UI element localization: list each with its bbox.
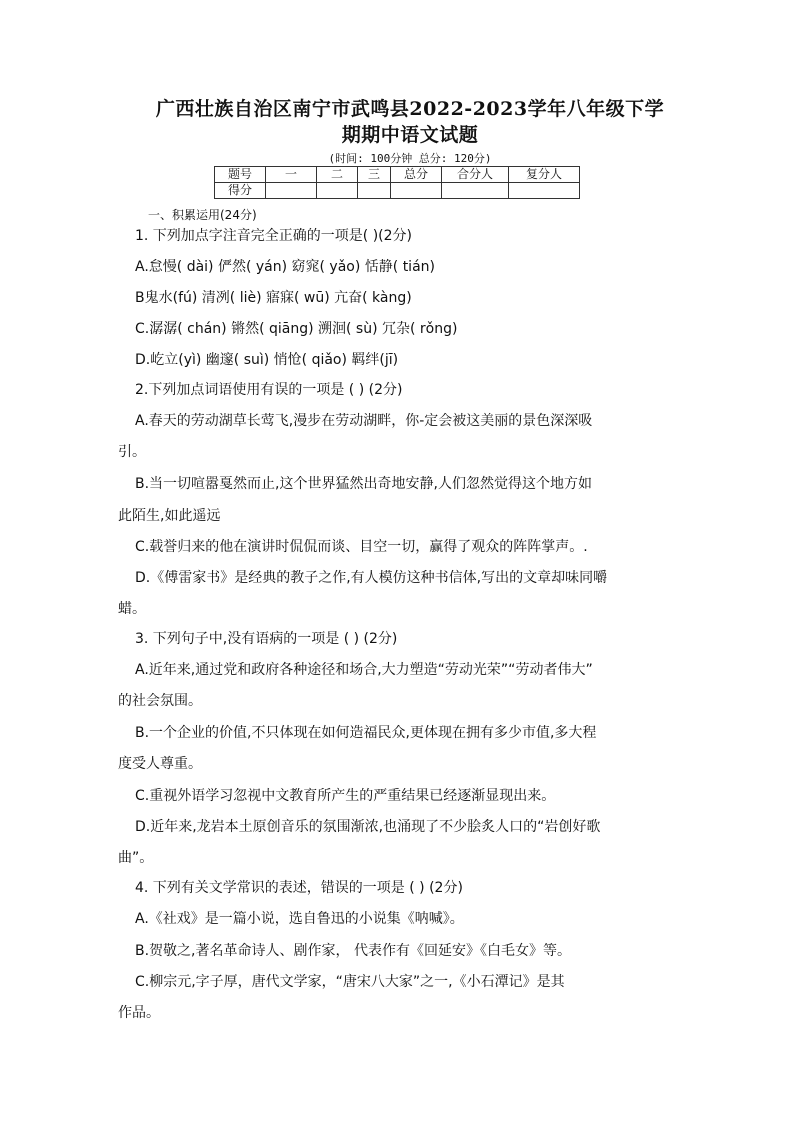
section-heading: 一、积累运用(24分) bbox=[148, 208, 257, 222]
option-line: 蜡。 bbox=[118, 601, 146, 617]
option-line: A.怠慢( dài) 俨然( yán) 窈窕( yǎo) 恬静( tián) bbox=[135, 259, 435, 275]
option-line: 度受人尊重。 bbox=[118, 756, 202, 772]
score-table-score-row bbox=[215, 183, 580, 199]
exam-meta: (时间: 100分钟 总分: 120分) bbox=[328, 152, 492, 165]
option-line: C.重视外语学习忽视中文教育所产生的严重结果已经逐渐显现出来。 bbox=[135, 788, 556, 804]
option-line: B鬼水(fú) 清冽( liè) 寤寐( wū) 亢奋( kàng) bbox=[135, 290, 412, 306]
option-line: C.潺潺( chán) 锵然( qiāng) 溯洄( sù) 冗杂( rǒng) bbox=[135, 321, 458, 337]
score-header-cell: 二 bbox=[317, 167, 358, 183]
option-line: B.贺敬之,著名革命诗人、剧作家， 代表作有《回延安》《白毛女》等。 bbox=[135, 943, 571, 959]
option-line: A.《社戏》是一篇小说，选自鲁迅的小说集《呐喊》。 bbox=[135, 911, 464, 927]
question-line: 2.下列加点词语使用有误的一项是 ( ) (2分) bbox=[135, 382, 403, 398]
option-line: 作品。 bbox=[118, 1005, 160, 1021]
option-line: 引。 bbox=[118, 444, 146, 460]
option-line: 此陌生,如此遥远 bbox=[118, 508, 221, 524]
option-line: 的社会氛围。 bbox=[118, 693, 202, 709]
option-line: B.一个企业的价值,不只体现在如何造福民众,更体现在拥有多少市值,多大程 bbox=[135, 725, 597, 741]
score-cell[interactable] bbox=[442, 183, 509, 199]
score-header-cell: 复分人 bbox=[509, 167, 580, 183]
score-header-cell: 合分人 bbox=[442, 167, 509, 183]
score-cell[interactable] bbox=[358, 183, 391, 199]
option-line: A.春天的劳动湖草长莺飞,漫步在劳动湖畔，你-定会被这美丽的景色深深吸 bbox=[135, 413, 593, 429]
score-cell[interactable] bbox=[266, 183, 317, 199]
score-cell[interactable] bbox=[317, 183, 358, 199]
option-line: C.载誉归来的他在演讲时侃侃而谈、目空一切，赢得了观众的阵阵掌声。. bbox=[135, 539, 588, 555]
option-line: A.近年来,通过党和政府各种途径和场合,大力塑造“劳动光荣”“劳动者伟大” bbox=[135, 662, 593, 678]
score-row-label: 得分 bbox=[215, 183, 266, 199]
exam-title-line2: 期期中语文试题 bbox=[341, 124, 479, 146]
question-line: 1. 下列加点字注音完全正确的一项是( )(2分) bbox=[135, 228, 413, 244]
question-line: 3. 下列句子中,没有语病的一项是 ( ) (2分) bbox=[135, 631, 398, 647]
option-line: D.近年来,龙岩本土原创音乐的氛围渐浓,也涌现了不少脍炙人口的“岩创好歌 bbox=[135, 819, 601, 835]
score-header-cell: 三 bbox=[358, 167, 391, 183]
option-line: D.《傅雷家书》是经典的教子之作,有人模仿这种书信体,写出的文章却味同嚼 bbox=[135, 570, 608, 586]
score-table bbox=[214, 166, 580, 199]
score-cell[interactable] bbox=[509, 183, 580, 199]
score-header-cell: 一 bbox=[266, 167, 317, 183]
option-line: D.屹立(yì) 幽邃( suì) 悄怆( qiǎo) 羁绊(jī) bbox=[135, 352, 399, 368]
score-cell[interactable] bbox=[391, 183, 442, 199]
option-line: 曲”。 bbox=[118, 850, 154, 866]
exam-title-line1: 广西壮族自治区南宁市武鸣县2022-2023学年八年级下学 bbox=[155, 98, 665, 120]
question-line: 4. 下列有关文学常识的表述，错误的一项是 ( ) (2分) bbox=[135, 880, 463, 896]
score-header-cell: 题号 bbox=[215, 167, 266, 183]
score-table-header-row bbox=[215, 167, 580, 183]
option-line: C.柳宗元,字子厚，唐代文学家，“唐宋八大家”之一,《小石潭记》是其 bbox=[135, 974, 565, 990]
score-header-cell: 总分 bbox=[391, 167, 442, 183]
option-line: B.当一切喧嚣戛然而止,这个世界猛然出奇地安静,人们忽然觉得这个地方如 bbox=[135, 476, 592, 492]
